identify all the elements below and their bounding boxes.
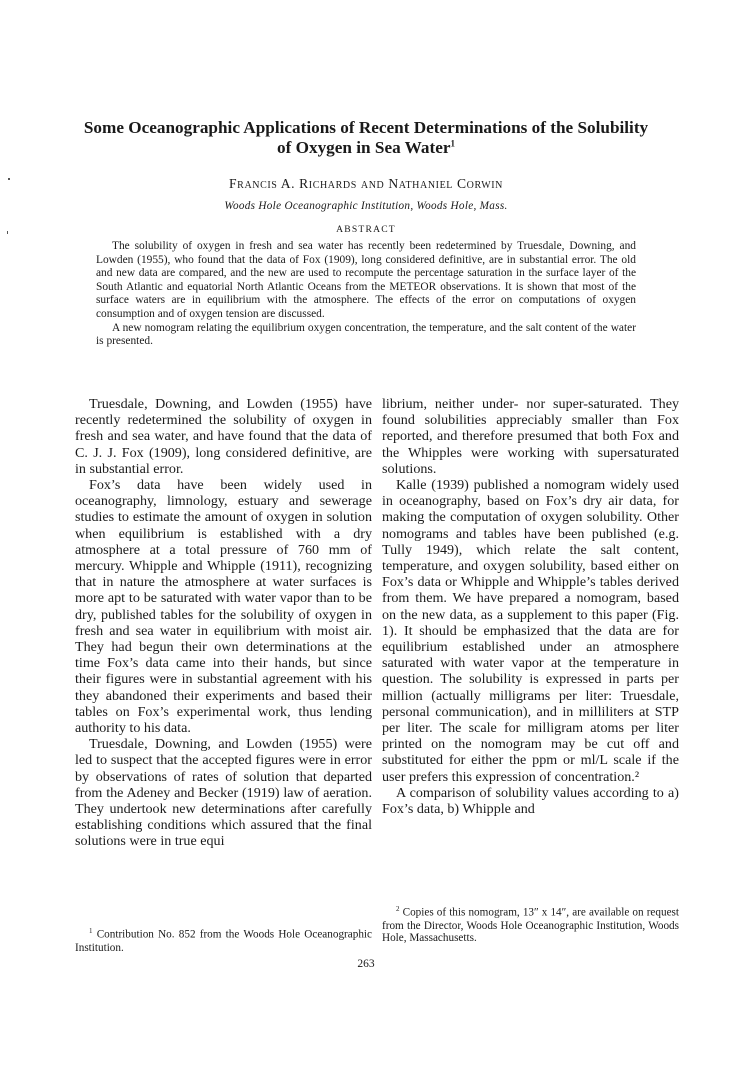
body-paragraph: librium, neither under- nor super-saturated. They found solubilities appreciably smaller than Fox reported, and therefore presumed that both Fox and the Whipples were working with supersaturated solutions. xyxy=(382,396,679,477)
page-number: 263 xyxy=(357,958,375,970)
abstract xyxy=(96,240,636,349)
title-footnote-marker: 1 xyxy=(450,138,455,149)
body-paragraph: Kalle (1939) published a nomogram widely used in oceanography, based on Fox’s dry air data, for making the computation of oxygen solubility. Other nomograms and tables have been published (e.g. Tully 1949), which relate the salt content, temperature, and oxygen solubility, based either on Fox’s data or Whipple and Whipple’s tables derived from them. We have prepared a nomogram, based on the new data, as a supplement to this paper (Fig. 1). It should be emphasized that the data are for equilibrium established under an atmosphere saturated with water vapor at the temperature in question. The solubility is expressed in parts per million (actually milligrams per liter: Truesdale, personal communication), and in milliliters at STP per liter. The scale for milligram atoms per liter printed on the nomogram may be cut off and substituted for either the ppm or ml/L scale if the user prefers this expression of concentration.² xyxy=(382,477,679,785)
footnote-text: Contribution No. 852 from the Woods Hole Oceanographic Institution. xyxy=(75,928,372,954)
footnote-marker: 2 xyxy=(396,905,400,913)
scan-speck xyxy=(7,231,8,234)
body-paragraph: A comparison of solubility values according to a) Fox’s data, b) Whipple and xyxy=(382,784,679,818)
title-line-2-text: of Oxygen in Sea Water xyxy=(277,138,451,157)
footnote-1 xyxy=(75,925,372,954)
affiliation: Woods Hole Oceanographic Institution, Woods Hole, Mass. xyxy=(224,200,508,212)
body-paragraph: Truesdale, Downing, and Lowden (1955) were led to suspect that the accepted figures were in error by observations of rates of solution that departed from the Adeney and Becker (1919) law of aeration. They undertook new determinations after carefully establishing conditions which assured that the final solutions were in true equi xyxy=(75,736,372,850)
body-column-right xyxy=(382,396,679,817)
abstract-paragraph: A new nomogram relating the equilibrium oxygen concentration, the temperature, and the salt content of the water is presented. xyxy=(96,321,636,348)
body-paragraph: Fox’s data have been widely used in oceanography, limnology, estuary and sewerage studies to estimate the amount of oxygen in solution when equilibrium is established with a dry atmosphere at a total pressure of 760 mm of mercury. Whipple and Whipple (1911), recognizing that in nature the atmosphere at water surfaces is more apt to be saturated with water vapor than to be dry, published tables for the solubility of oxygen in fresh and sea water in equilibrium with moist air. They had begun their own determinations at the time Fox’s data came into their hands, but since their figures were in substantial agreement with his they abandoned their experiments and based their tables on Fox’s experimental work, thus lending authority to his data. xyxy=(75,477,372,737)
paper-title xyxy=(40,118,692,158)
title-line-1: Some Oceanographic Applications of Recent Determinations of the Solubility xyxy=(83,118,649,137)
footnote-2 xyxy=(382,903,679,945)
abstract-paragraph: The solubility of oxygen in fresh and sea water has recently been redetermined by Truesdale, Downing, and Lowden (1955), who found that the data of Fox (1909), long considered definitive, are in substantial error. The old and new data are compared, and the new are used to recompute the percentage saturation in the surface layer of the South Atlantic and equatorial North Atlantic Oceans from the METEOR observations. It is shown that most of the surface waters are in equilibrium with the atmosphere. The effects of the error on computations of oxygen consumption and of oxygen tension are discussed. xyxy=(96,240,636,320)
abstract-heading: ABSTRACT xyxy=(336,224,396,235)
authors: Francis A. Richards and Nathaniel Corwin xyxy=(229,176,503,191)
footnote-text: Copies of this nomogram, 13″ x 14″, are available on request from the Director, Woods Hole Oceanographic Institution, Woods Hole, Massachusetts. xyxy=(382,906,680,945)
body-paragraph: Truesdale, Downing, and Lowden (1955) have recently redetermined the solubility of oxygen in fresh and sea water, and have found that the data of C. J. J. Fox (1909), long considered definitive, are in substantial error. xyxy=(75,396,372,477)
footnote-marker: 1 xyxy=(89,927,93,935)
body-column-left xyxy=(75,396,372,850)
scan-speck xyxy=(8,178,10,180)
title-line-2 xyxy=(40,138,692,158)
